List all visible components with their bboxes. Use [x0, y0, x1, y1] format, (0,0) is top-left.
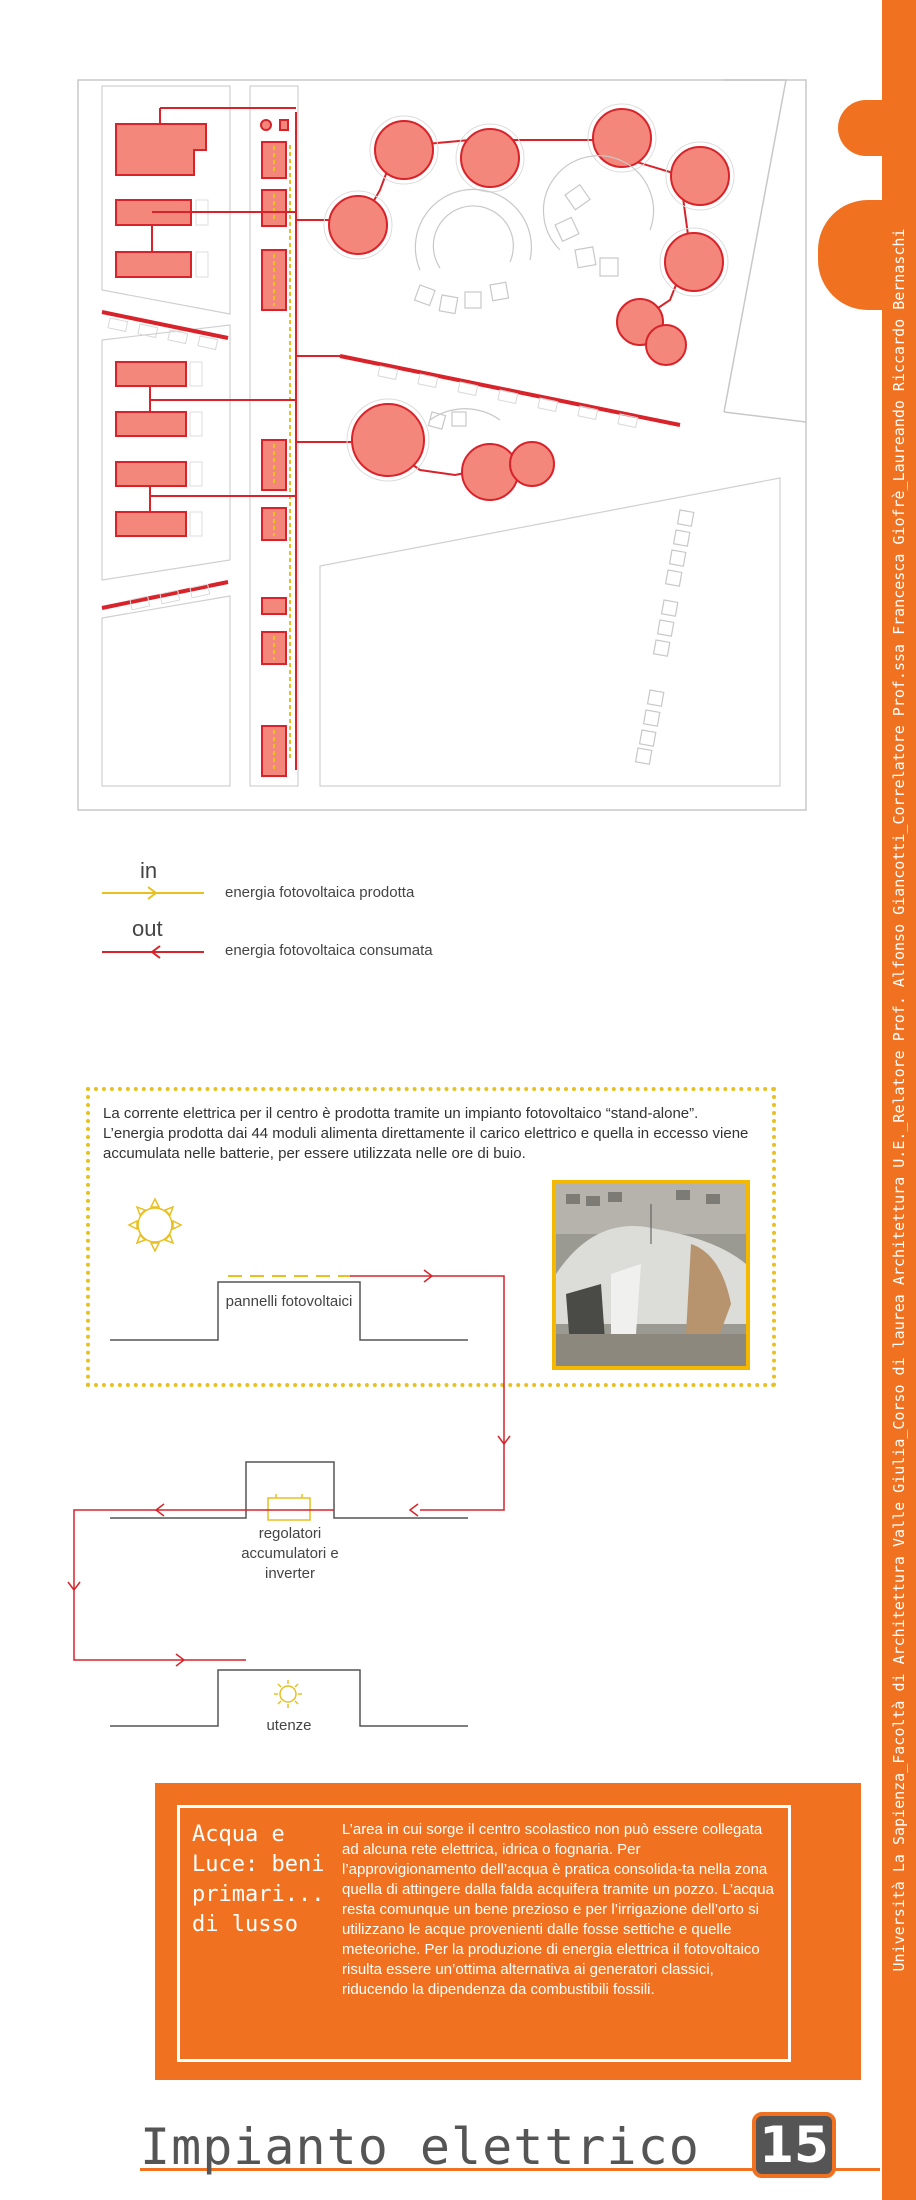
- building: [116, 412, 186, 436]
- meter: [280, 120, 288, 130]
- round-building: [375, 121, 433, 179]
- round-building: [462, 444, 518, 500]
- building: [116, 512, 186, 536]
- regulator-label: regolatori accumulatori e inverter: [241, 1525, 339, 1582]
- building: [116, 362, 186, 386]
- building: [116, 252, 191, 277]
- panel-title: Acqua e Luce: beni primari... di lusso: [192, 1822, 325, 1937]
- round-building: [593, 109, 651, 167]
- legend-in-key: in: [140, 858, 158, 883]
- legend-symbols: [100, 860, 220, 970]
- legend-out-label: energia fotovoltaica consumata: [225, 942, 433, 959]
- info-text: La corrente elettrica per il centro è prodotta tramite un impianto fotovoltaico “stand-alone”. L’energia prodotta dai 44 moduli alimenta direttamente il carico elettrico e quella in eccesso viene accumulata nelle batterie, per essere utilizzata nelle ore di buio.: [103, 1105, 749, 1162]
- block-left-bottom: [102, 596, 230, 786]
- page-title: Impianto elettrico: [140, 2118, 700, 2176]
- round-building: [665, 233, 723, 291]
- panels-label: pannelli fotovoltaici: [225, 1293, 353, 1310]
- round-building: [352, 404, 424, 476]
- meter: [261, 120, 271, 130]
- users-label: utenze: [266, 1717, 312, 1734]
- round-building: [671, 147, 729, 205]
- block-right-bottom: [320, 478, 780, 786]
- building: [116, 462, 186, 486]
- panel-text: L’area in cui sorge il centro scolastico non può essere collegata ad alcuna rete elettrica, idrica o fognaria. Per l’approvigionamento dell’acqua è pratica consolida-ta nella zona quella di attingere dalla falda acquifera tramite un pozzo. L’acqua resta comunque un bene prezioso e per l’irrigazione dell’orto si utilizzano le acque provenienti dalle fosse settiche e quelle meteoriche. Per la produzione di energia elettrica il fotovoltaico risulta essere un’ottima alternativa ai generatori classici, riducendo la dipendenza da combustibili fossili.: [342, 1821, 774, 1998]
- round-building: [329, 196, 387, 254]
- round-building: [510, 442, 554, 486]
- building: [116, 124, 206, 175]
- site-boundary-right: [722, 80, 806, 422]
- site-photo: [552, 1180, 750, 1370]
- round-building: [461, 129, 519, 187]
- legend-out-key: out: [132, 916, 163, 941]
- pv-module: [262, 598, 286, 614]
- legend-in-label: energia fotovoltaica prodotta: [225, 884, 415, 901]
- energy-flow-diagram: [0, 1180, 560, 1740]
- site-plan-diagram: [0, 0, 880, 820]
- light-icon: [274, 1680, 302, 1708]
- battery-icon: [268, 1494, 310, 1520]
- page-number: 15: [752, 2112, 836, 2178]
- round-building: [646, 325, 686, 365]
- sidebar-credits: Università La Sapienza_Facoltà di Architettura Valle Giulia_Corso di laurea Architettura U.E._Relatore Prof. Alfonso Giancotti_Correlatore Prof.ssa Francesca Giofrè_Laureando Riccardo Bernaschi: [890, 228, 908, 1972]
- pv-module: [262, 250, 286, 310]
- sun-icon: [129, 1199, 181, 1251]
